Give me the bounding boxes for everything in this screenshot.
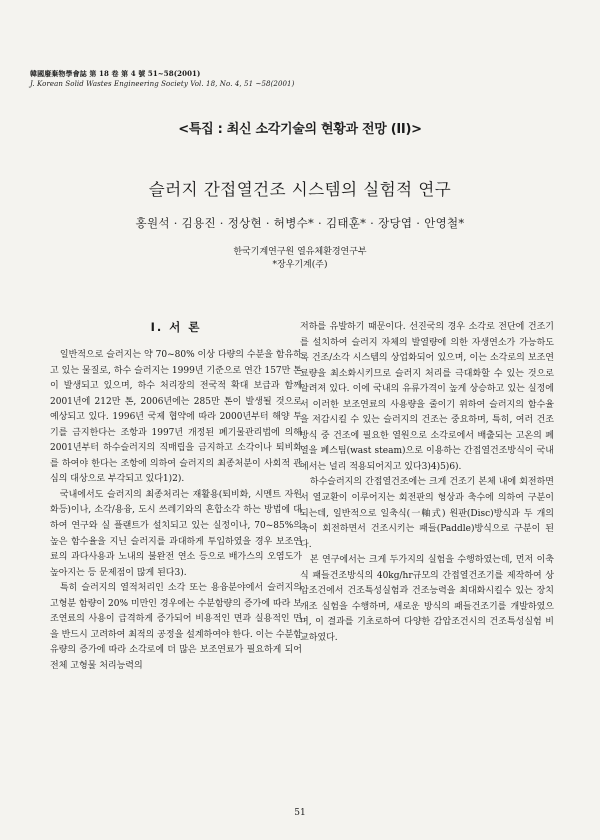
affiliations xyxy=(30,246,570,272)
paragraph: 하수슬러지의 간접열건조에는 크게 건조기 본체 내에 회전하면서 열교환이 이루어지는 회전판의 형상과 축수에 의하여 구분이 되는데, 일반적으로 일축식(一軸式) 원판(Disc)방식과 두 개의 축이 회전하면서 건조시키는 패들(Paddle)방식으로 구분이 된다. xyxy=(300,477,554,550)
paragraph: 일반적으로 슬러지는 약 70~80% 이상 다량의 수분을 함유하고 있는 물질로, 하수 슬러지는 1999년 기준으로 연간 157만 톤이 발생되고 있으며, 하수 처리장의 전국적 확대 보급과 함께 2001년에 212만 톤, 2006년에는 285만 톤이 발생될 것으로 예상되고 있다. 1996년 국제 협약에 따라 2000년부터 해양 투기를 금지한다는 조항과 1997년 개정된 폐기물관리법에 의해 2001년부터 하수슬러지의 직매립을 금지하고 소각이나 퇴비화를 하여야 한다는 조항에 의하여 슬러지의 최종처분이 사회적 관심의 대상으로 부각되고 있다1)2). xyxy=(50,350,302,485)
affiliation-primary: 한국기계연구원 열유체환경연구부 xyxy=(233,247,367,257)
page-number: 51 xyxy=(294,808,306,818)
journal-citation xyxy=(30,69,294,89)
author-list: 홍원석 · 김용진 · 정상현 · 허병수* · 김태훈* · 장당엽 · 안영철* xyxy=(135,216,465,230)
paragraph: 국내에서도 슬러지의 최종처리는 재활용(퇴비화, 시멘트 자원화등)이나, 소각/용융, 도시 쓰레기와의 혼합소각 하는 방법에 대하여 연구와 실 플랜트가 설치되고 있는 실정이나, 70~85%의 높은 함수율을 지닌 슬러지를 과대하게 투입하였을 경우 보조연료의 과다사용과 노내의 불완전 연소 등으로 배가스의 오염도가 높아지는 등 문제점이 많게 된다3). xyxy=(50,489,302,578)
journal-citation-korean: 韓國廢棄物學會誌 第 18 卷 第 4 號 51~58(2001) xyxy=(30,69,201,78)
paper-title: 슬러지 간접열건조 시스템의 실험적 연구 xyxy=(148,180,452,199)
paragraph: 본 연구에서는 크게 두가지의 실험을 수행하였는데, 먼저 이축식 패들건조방식의 40kg/hr규모의 간접열건조기를 제작하여 상압조건에서 건조특성실험과 건조능력을 최대화시킬수 있는 장치개조 실험을 수행하며, 새로운 방식의 패들건조기를 개발하였으며, 이 결과를 기초로하여 다양한 감압조건시의 건조특성실험 비교하였다. xyxy=(300,555,554,643)
right-column xyxy=(300,320,554,646)
journal-citation-english: J. Korean Solid Wastes Engineering Society Vol. 18, No. 4, 51 ~58(2001) xyxy=(30,80,295,88)
affiliation-secondary: *장우기계(주) xyxy=(272,260,328,270)
special-section-banner: <특집 : 최신 소각기술의 현황과 전망 (II)> xyxy=(178,122,422,137)
paragraph: 특히 슬러지의 열적처리인 소각 또는 용융분야에서 슬러지의 고형분 함량이 20% 미만인 경우에는 수분함량의 증가에 따라 보조연료의 사용이 급격하게 증가되어 비용적인 면과 실용적인 면을 반드시 고려하여 최적의 공정을 설계하여야 한다. 이는 수분함유량의 증가에 따라 소각로에 더 많은 보조연료가 필요하게 되어 전체 고형물 처리능력의 xyxy=(50,583,302,671)
paragraph-continued: 저하를 유발하기 때문이다. 선진국의 경우 소각로 전단에 건조기를 설치하여 슬러지 자체의 발열량에 의한 자생연소가 가능하도록 건조/소각 시스템의 상업화되어 있으며, 이는 소각로의 보조연료량을 최소화시키므로 슬러지 처리를 극대화할 수 있는 것으로 알려져 있다. 이에 국내의 유류가격이 높게 상승하고 있는 실정에서 이러한 보조연료의 사용량을 줄이기 위하여 슬러지의 함수율을 저감시킬 수 있는 슬러지의 건조는 중요하며, 특히, 여러 건조 방식 중 건조에 필요한 열원으로 소각로에서 배출되는 고온의 폐열을 폐스팀(wast steam)으로 이용하는 간접열건조방식이 국내에서는 널리 적용되어지고 있다3)4)5)6). xyxy=(300,322,554,472)
section-heading-introduction: I. 서 론 xyxy=(150,320,202,334)
left-column xyxy=(50,320,302,674)
